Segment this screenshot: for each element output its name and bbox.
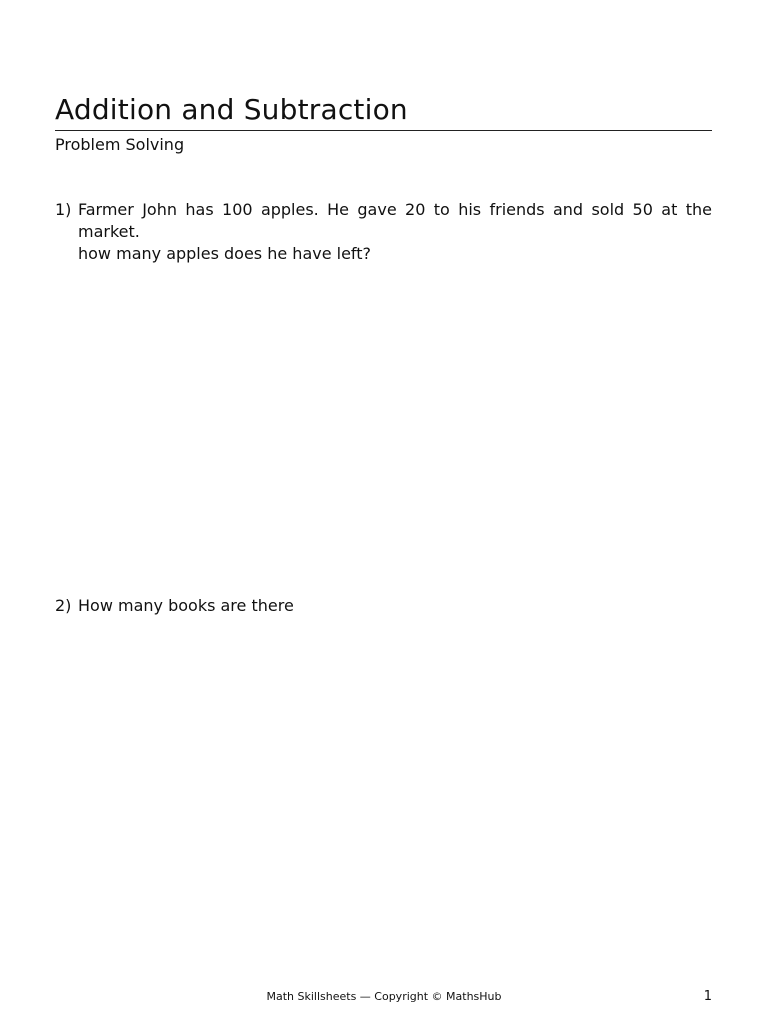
page-number: 1 — [703, 989, 712, 1004]
problem-text — [78, 595, 712, 617]
problem-text — [78, 199, 712, 265]
problem-number: 2) — [55, 596, 72, 615]
problem-line: How many books are there — [78, 596, 294, 615]
title-divider — [55, 130, 712, 131]
problem-1 — [55, 199, 712, 265]
problem-line: Farmer John has 100 apples. He gave 20 to his friends and sold 50 at the market. — [78, 200, 712, 241]
page-subtitle: Problem Solving — [55, 135, 185, 154]
problem-number: 1) — [55, 200, 72, 219]
page-title: Addition and Subtraction — [55, 93, 408, 126]
footer-copyright: Math Skillsheets — Copyright © MathsHub — [266, 990, 502, 1003]
problem-line: how many apples does he have left? — [78, 244, 372, 263]
problem-2 — [55, 595, 712, 617]
